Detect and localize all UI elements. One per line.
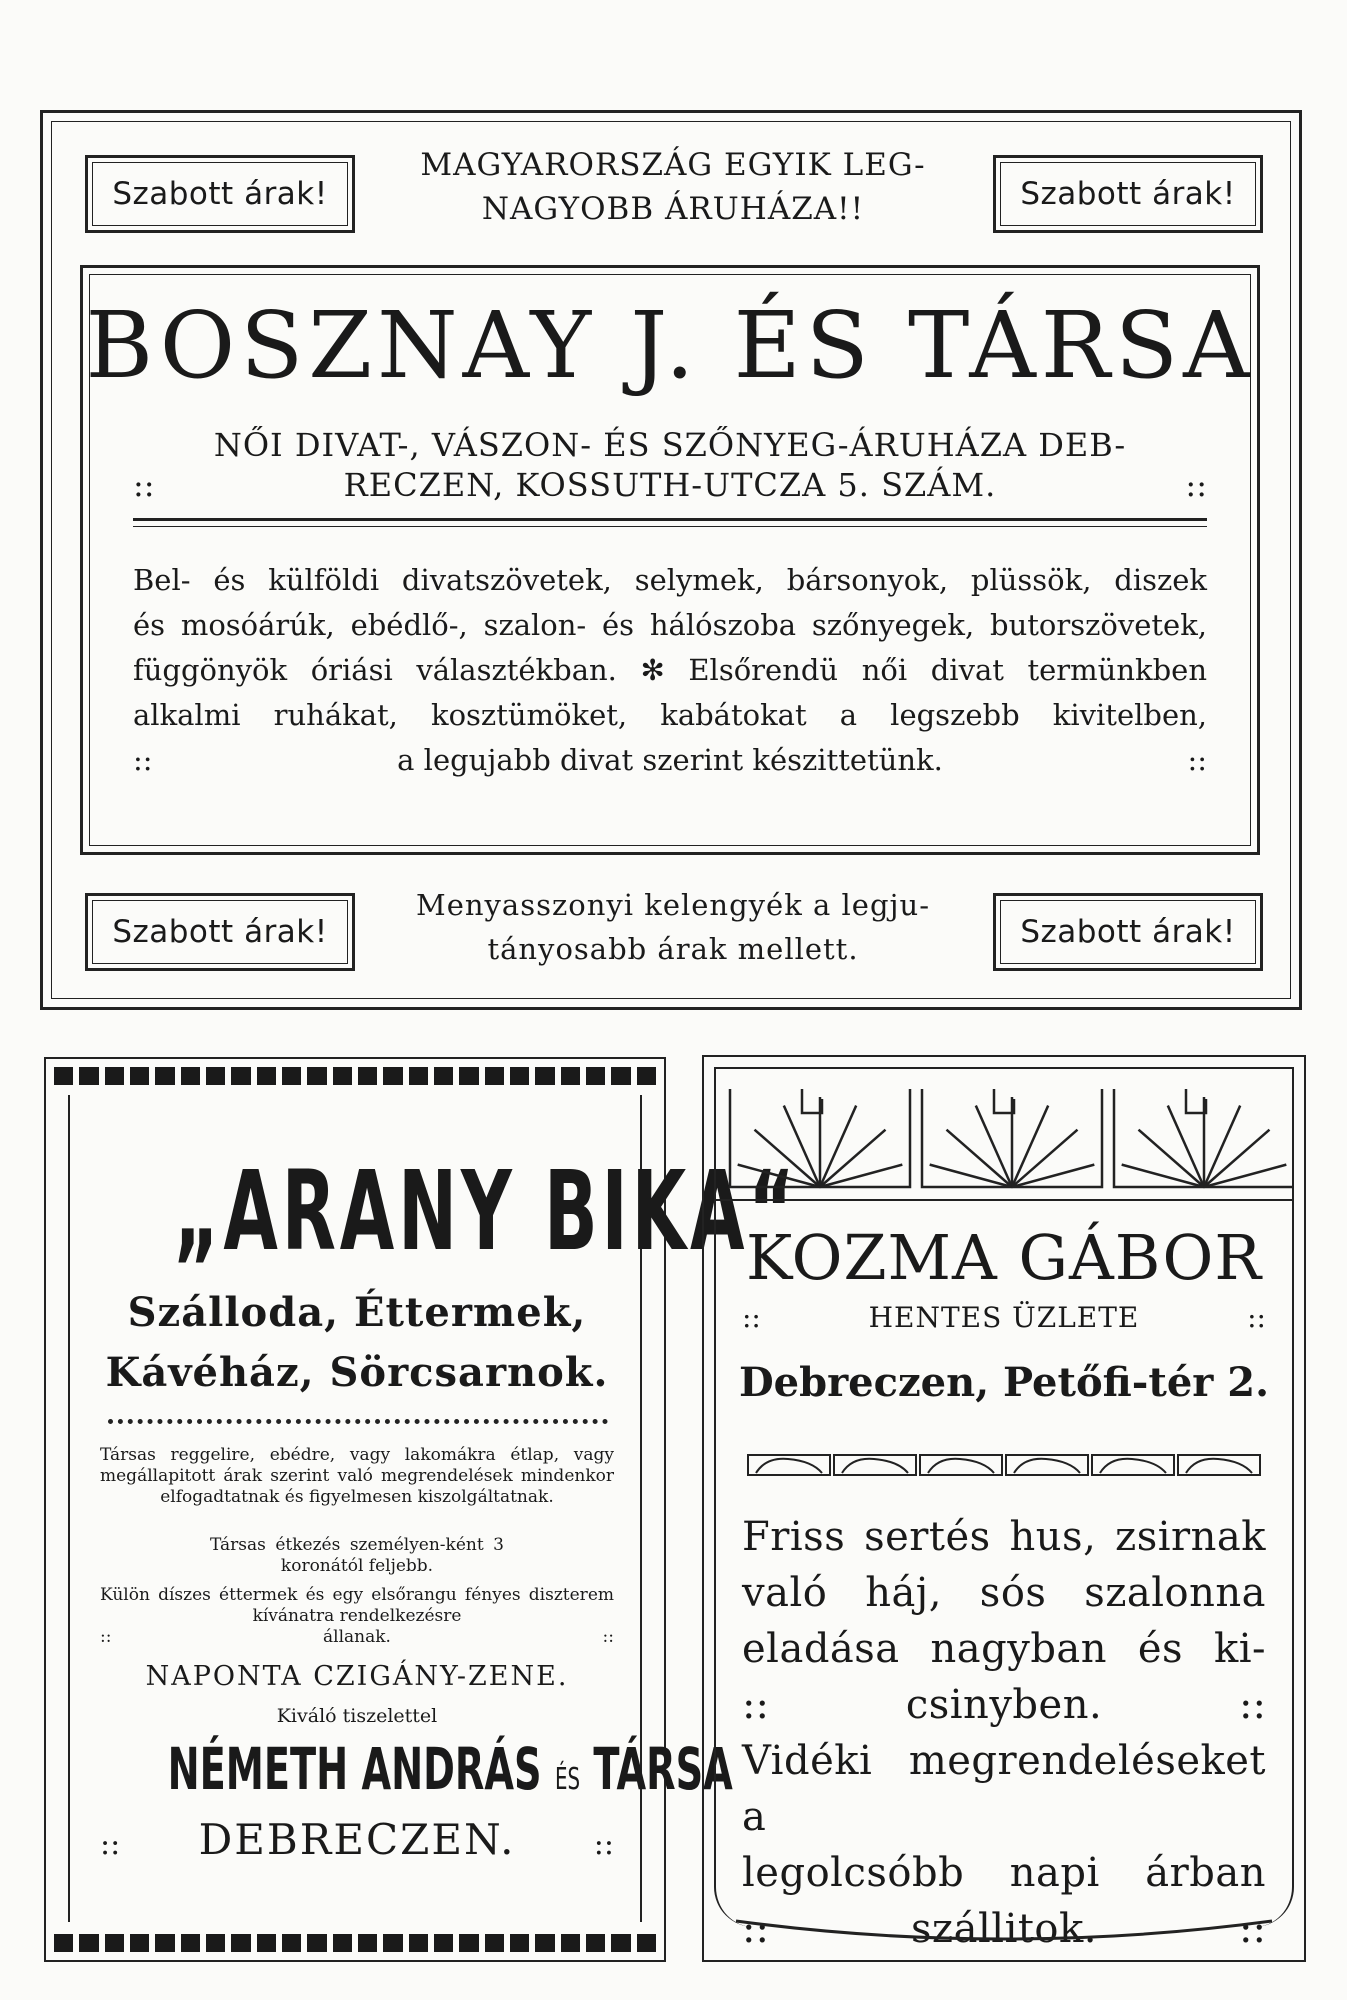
checker-block	[130, 1934, 149, 1952]
checker-block	[257, 1934, 276, 1952]
checker-block	[611, 1067, 630, 1085]
checker-block	[358, 1067, 377, 1085]
company-frame	[80, 265, 1260, 855]
shop-description	[742, 1509, 1266, 1957]
checker-block	[130, 1067, 149, 1085]
checker-block	[206, 1067, 225, 1085]
regards-text: Kiváló tiszelettel	[276, 1705, 438, 1727]
checker-block	[105, 1067, 124, 1085]
description-line: Bel- és külföldi divatszövetek, selymek, bársonyok, plüssök, diszek	[133, 563, 1207, 597]
ornament: ::	[133, 743, 153, 777]
checker-block	[333, 1934, 352, 1952]
checker-block	[181, 1934, 200, 1952]
company-subtitle-line-2	[133, 466, 1207, 504]
headline-line-1: MAGYARORSZÁG EGYIK LEG-	[420, 147, 926, 183]
checker-block	[105, 1934, 124, 1952]
ornament: ::	[593, 1827, 614, 1862]
description-line: és mosóárúk, ebédlő-, szalon- és hálószoba szőnyegek, butorszövetek,	[133, 608, 1207, 642]
checker-block	[79, 1067, 98, 1085]
checker-block	[231, 1934, 250, 1952]
sunburst-ornament	[716, 1069, 1292, 1201]
city-name: DEBRECZEN.	[198, 1815, 516, 1864]
checker-block	[637, 1067, 656, 1085]
address-text: RECZEN, KOSSUTH-UTCZA 5. SZÁM.	[343, 466, 997, 504]
description-line-end: csinyben.	[905, 1682, 1103, 1728]
description-line-end: szállitok.	[911, 1906, 1097, 1952]
price-label: Szabott árak!	[112, 176, 328, 212]
description-line: Vidéki megrendeléseket a	[742, 1738, 1266, 1840]
price-box-bottom-right	[993, 893, 1263, 971]
private-rooms-text-end: állanak.	[323, 1627, 391, 1647]
ornament: ::	[742, 1682, 769, 1728]
owner-name-a: NÉMETH ANDRÁS	[167, 1735, 542, 1803]
ornament: ::	[742, 1301, 761, 1334]
checker-block	[535, 1067, 554, 1085]
company-name: BOSZNAY J. ÉS TÁRSA	[85, 292, 1255, 399]
price-label: Szabott árak!	[1020, 176, 1236, 212]
checker-block	[231, 1067, 250, 1085]
price-per-person-text: Társas étkezés személyen-ként 3 koronától feljebb.	[210, 1535, 504, 1576]
description-line: eladása nagyban és ki-	[742, 1626, 1266, 1672]
checker-block	[307, 1934, 326, 1952]
price-box-top-right	[993, 155, 1263, 233]
checker-block	[485, 1934, 504, 1952]
checker-block	[257, 1067, 276, 1085]
checker-block	[282, 1934, 301, 1952]
ornament: ::	[100, 1827, 121, 1862]
shop-address: Debreczen, Petőfi-tér 2.	[738, 1359, 1270, 1406]
checker-block	[307, 1067, 326, 1085]
price-label: Szabott árak!	[1020, 914, 1236, 950]
company-description	[133, 558, 1207, 783]
ornament: ::	[133, 466, 155, 504]
ornament: ::	[1187, 743, 1207, 777]
description-line: alkalmi ruhákat, kosztümöket, kabátokat a legszebb kivitelben,	[133, 698, 1207, 732]
checker-block	[434, 1067, 453, 1085]
checker-block	[535, 1934, 554, 1952]
ad-frame	[68, 1095, 799, 1922]
ornament: ::	[1247, 1301, 1266, 1334]
bridal-line-1: Menyasszonyi kelengyék a legju-	[416, 888, 930, 922]
wave-ornament	[746, 1449, 1262, 1479]
ornament: ::	[1239, 1906, 1266, 1952]
hotel-name: „ARANY BIKA“	[173, 1147, 799, 1275]
ad-frame	[714, 1067, 1294, 1952]
shop-type: HENTES ÜZLETE	[868, 1301, 1140, 1334]
headline	[373, 143, 973, 231]
checker-block	[383, 1067, 402, 1085]
company-subtitle-line-1: NŐI DIVAT-, VÁSZON- ÉS SZŐNYEG-ÁRUHÁZA DEB-	[213, 426, 1127, 464]
checker-border-top	[54, 1067, 656, 1085]
description-line: függönyök óriási választékban. ✻ Elsőrendü női divat termünkben	[133, 653, 1207, 687]
checker-block	[409, 1067, 428, 1085]
ornament: ::	[1239, 1682, 1266, 1728]
checker-block	[434, 1934, 453, 1952]
shop-type-line	[742, 1301, 1266, 1334]
shop-owner-name: KOZMA GÁBOR	[745, 1221, 1263, 1294]
group-dining-text: Társas reggelire, ebédre, vagy lakomákra étlap, vagy megállapitott árak szerint való megrendelések mindenkor elfogadtatnak és figyelmesen kiszolgáltatnak.	[100, 1445, 614, 1507]
ornament: ::	[100, 1627, 112, 1647]
checker-border-bottom	[54, 1934, 656, 1952]
checker-block	[637, 1934, 656, 1952]
arany-bika-advertisement	[44, 1057, 799, 1962]
checker-block	[459, 1934, 478, 1952]
checker-block	[54, 1067, 73, 1085]
description-line: Friss sertés hus, zsirnak	[742, 1514, 1266, 1560]
description-line: való háj, sós szalonna	[742, 1570, 1266, 1616]
ornament: ::	[602, 1627, 614, 1647]
bottom-swash-ornament	[716, 1917, 1292, 1947]
dotted-divider	[108, 1419, 608, 1424]
description-line: legolcsóbb napi árban	[742, 1850, 1266, 1896]
description-line	[742, 1677, 1266, 1733]
price-box-top-left	[85, 155, 355, 233]
headline-line-2: NAGYOBB ÁRUHÁZA!!	[481, 191, 865, 227]
checker-block	[561, 1934, 580, 1952]
services-line-1: Szálloda, Éttermek,	[127, 1289, 587, 1336]
daily-music-text: NAPONTA CZIGÁNY-ZENE.	[145, 1661, 569, 1692]
private-rooms-last-line	[100, 1627, 614, 1647]
divider-thick	[133, 518, 1207, 521]
checker-block	[510, 1934, 529, 1952]
price-box-bottom-left	[85, 893, 355, 971]
ornament: ::	[742, 1906, 769, 1952]
owner-name	[167, 1735, 733, 1803]
checker-block	[409, 1934, 428, 1952]
price-label: Szabott árak!	[112, 914, 328, 950]
checker-block	[383, 1934, 402, 1952]
checker-block	[485, 1067, 504, 1085]
city-line	[100, 1815, 614, 1864]
checker-block	[54, 1934, 73, 1952]
services-line-2: Kávéház, Sörcsarnok.	[105, 1349, 609, 1396]
owner-name-b: TÁRSA	[593, 1735, 733, 1803]
checker-block	[155, 1934, 174, 1952]
checker-block	[611, 1934, 630, 1952]
kozma-advertisement	[702, 1055, 1306, 1962]
checker-block	[561, 1067, 580, 1085]
bridal-line-2: tányosabb árak mellett.	[487, 932, 859, 966]
checker-block	[181, 1067, 200, 1085]
checker-block	[206, 1934, 225, 1952]
checker-block	[586, 1067, 605, 1085]
private-rooms-text: Külön díszes éttermek és egy elsőrangu fényes diszterem kívánatra rendelkezésre	[100, 1585, 614, 1626]
checker-block	[358, 1934, 377, 1952]
checker-block	[510, 1067, 529, 1085]
divider-thin	[133, 526, 1207, 527]
bosznay-advertisement	[40, 110, 1302, 1010]
bridal-offer	[373, 883, 973, 971]
checker-block	[333, 1067, 352, 1085]
description-last-line	[133, 738, 1207, 783]
checker-block	[282, 1067, 301, 1085]
checker-block	[155, 1067, 174, 1085]
description-line: a legujabb divat szerint készittetünk.	[397, 743, 943, 777]
ornament: ::	[1185, 466, 1207, 504]
checker-block	[586, 1934, 605, 1952]
checker-block	[459, 1067, 478, 1085]
owner-and: ÉS	[554, 1762, 581, 1797]
checker-block	[79, 1934, 98, 1952]
